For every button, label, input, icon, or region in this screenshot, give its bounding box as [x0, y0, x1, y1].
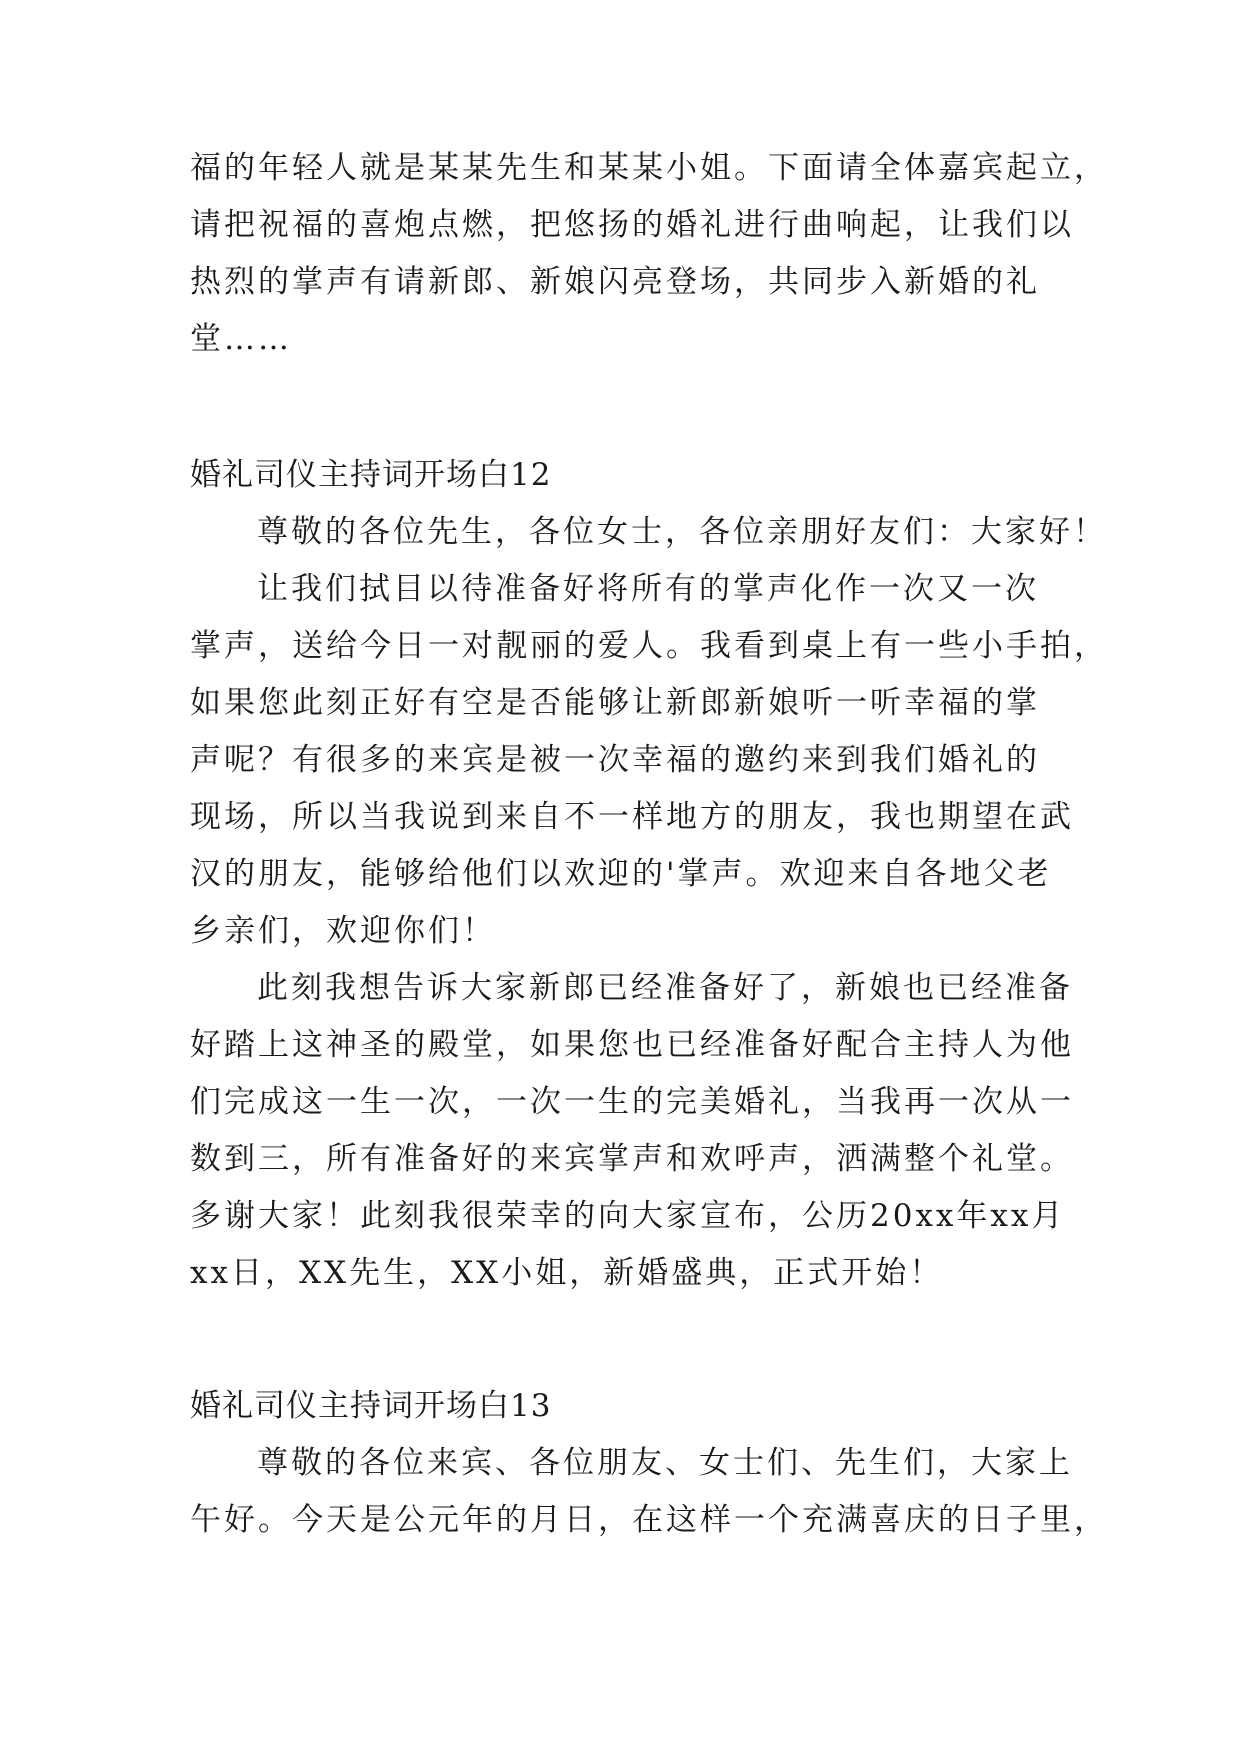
text-line: 汉的朋友，能够给他们以欢迎的'掌声。欢迎来自各地父老 — [190, 856, 1052, 892]
text-line: 乡亲们，欢迎你们！ — [190, 913, 496, 949]
text-line: 尊敬的各位先生，各位女士，各位亲朋好友们：大家好！ — [257, 514, 1107, 550]
text-line: 尊敬的各位来宾、各位朋友、女士们、先生们，大家上 — [257, 1445, 1073, 1481]
text-line: 现场，所以当我说到来自不一样地方的朋友，我也期望在武 — [190, 799, 1074, 835]
section-heading: 婚礼司仪主持词开场白12 — [190, 457, 552, 493]
text-line: 福的年轻人就是某某先生和某某小姐。下面请全体嘉宾起立， — [190, 150, 1108, 186]
text-line: 此刻我想告诉大家新郎已经准备好了，新娘也已经准备 — [257, 970, 1073, 1006]
section-heading: 婚礼司仪主持词开场白13 — [190, 1388, 552, 1424]
text-line: 多谢大家！此刻我很荣幸的向大家宣布，公历20xx年xx月 — [190, 1198, 1066, 1234]
text-line: 声呢？有很多的来宾是被一次幸福的邀约来到我们婚礼的 — [190, 742, 1040, 778]
text-line: 好踏上这神圣的殿堂，如果您也已经准备好配合主持人为他 — [190, 1027, 1074, 1063]
text-line: 掌声，送给今日一对靓丽的爱人。我看到桌上有一些小手拍， — [190, 628, 1108, 664]
text-line: xx日，XX先生，XX小姐，新婚盛典，正式开始！ — [190, 1255, 944, 1291]
text-line: 请把祝福的喜炮点燃，把悠扬的婚礼进行曲响起，让我们以 — [190, 207, 1074, 243]
text-line: 热烈的掌声有请新郎、新娘闪亮登场，共同步入新婚的礼 — [190, 264, 1040, 300]
text-line: 如果您此刻正好有空是否能够让新郎新娘听一听幸福的掌 — [190, 685, 1040, 721]
text-line: 午好。今天是公元年的月日，在这样一个充满喜庆的日子里， — [190, 1502, 1108, 1538]
text-line: 让我们拭目以待准备好将所有的掌声化作一次又一次 — [257, 571, 1039, 607]
text-line: 堂…… — [190, 321, 292, 357]
text-line: 数到三，所有准备好的来宾掌声和欢呼声，洒满整个礼堂。 — [190, 1141, 1074, 1177]
text-line: 们完成这一生一次，一次一生的完美婚礼，当我再一次从一 — [190, 1084, 1074, 1120]
